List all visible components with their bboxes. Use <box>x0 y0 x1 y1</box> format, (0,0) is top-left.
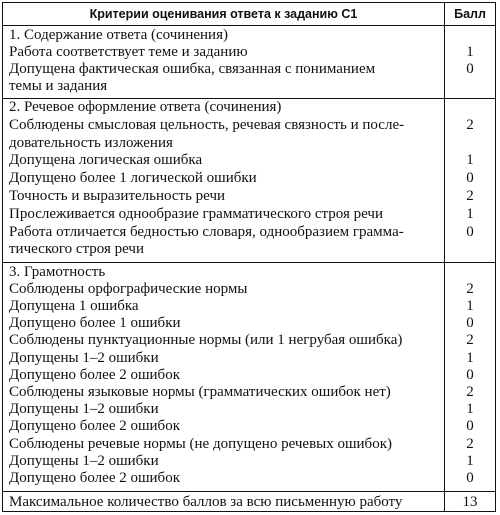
row-score: 2 <box>466 188 474 204</box>
row-text: Допущено более 2 ошибок <box>9 469 180 486</box>
row-text: Допущена логическая ошибка <box>9 152 203 169</box>
row-text: Допущено более 2 ошибок <box>9 418 180 435</box>
row-score: 2 <box>466 383 474 400</box>
row-text: Соблюдены пунктуационные нормы (или 1 негрубая ошибка) <box>9 332 403 349</box>
row-text: Соблюдены речевые нормы (не допущено речевых ошибок) <box>9 435 392 452</box>
row-score: 0 <box>466 418 474 435</box>
row-score: 1 <box>466 205 474 222</box>
row-score: 2 <box>466 116 474 133</box>
row-text: Работа соответствует теме и заданию <box>9 43 248 60</box>
row-text: 1. Содержание ответа (сочинения) <box>9 26 228 43</box>
row-score: 0 <box>466 60 474 77</box>
row-text: Прослеживается однообразие грамматического строя речи <box>9 205 383 222</box>
row-text: Соблюдены языковые нормы (грамматических ошибок нет) <box>9 383 391 400</box>
row-score: 0 <box>466 315 474 332</box>
row-score: 2 <box>466 435 474 452</box>
row-score: 2 <box>466 332 474 349</box>
footer-divider <box>3 491 495 492</box>
row-text: Соблюдены смысловая цельность, речевая связность и после- <box>9 116 405 133</box>
row-score: 1 <box>466 452 474 469</box>
row-text: Допущено более 1 ошибки <box>9 315 181 332</box>
row-text: 2. Речевое оформление ответа (сочинения) <box>9 99 282 115</box>
row-score: 0 <box>466 469 474 486</box>
row-score: 1 <box>466 43 474 60</box>
row-text: Соблюдены орфографические нормы <box>9 280 248 297</box>
row-text: Допущена фактическая ошибка, связанная с пониманием <box>9 60 376 77</box>
header-criteria: Критерии оценивания ответа к заданию С1 <box>89 7 358 21</box>
row-score: 1 <box>466 297 474 314</box>
row-text: довательность изложения <box>9 134 173 151</box>
row-text: тического строя речи <box>9 241 144 258</box>
row-score: 0 <box>466 170 474 187</box>
row-score: 2 <box>466 280 474 297</box>
row-text: Допущены 1–2 ошибки <box>9 401 159 418</box>
row-text: темы и задания <box>9 78 108 95</box>
row-score: 1 <box>466 152 474 169</box>
row-text: Допущены 1–2 ошибки <box>9 452 159 469</box>
row-text: Допущены 1–2 ошибки <box>9 349 159 366</box>
row-text: Допущена 1 ошибка <box>9 297 139 314</box>
row-text: Допущено более 1 логической ошибки <box>9 170 257 187</box>
footer-total-label: Максимальное количество баллов за всю письменную работу <box>9 494 403 510</box>
row-text: 3. Грамотность <box>9 263 106 280</box>
row-text: Точность и выразительность речи <box>9 188 226 204</box>
row-score: 0 <box>466 223 474 240</box>
row-score: 1 <box>466 349 474 366</box>
row-text: Работа отличается бедностью словаря, однообразием грамма- <box>9 223 404 240</box>
header-score: Балл <box>454 7 486 21</box>
row-score: 0 <box>466 366 474 383</box>
criteria-table <box>2 2 496 512</box>
row-text: Допущено более 2 ошибок <box>9 366 180 383</box>
footer-total-score: 13 <box>462 494 478 510</box>
row-score: 1 <box>466 401 474 418</box>
